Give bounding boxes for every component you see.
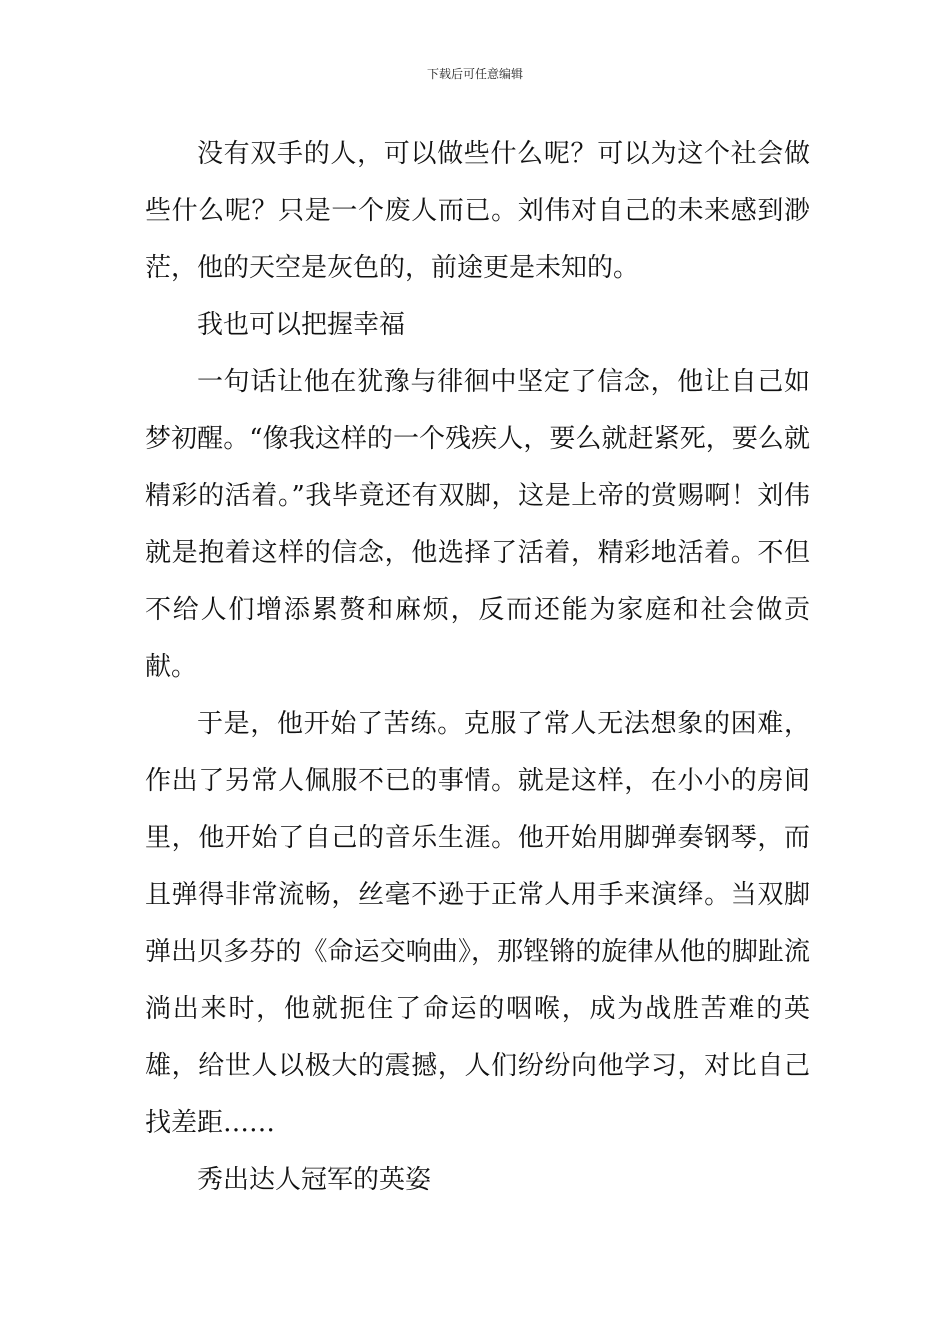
section-heading-champion: 秀出达人冠军的英姿 (197, 1165, 432, 1195)
paragraph-belief: 一句话让他在犹豫与徘徊中坚定了信念，他让自己如梦初醒。“像我这样的一个残疾人，要么就赶紧死，要么就精彩的活着。”我毕竟还有双脚，这是上帝的赏赐啊！刘伟就是抱着这样的信念，他选择了活着，精彩地活着。不但不给人们增添累赘和麻烦，反而还能为家庭和社会做贡献。 (145, 367, 810, 682)
section-heading-happiness: 我也可以把握幸福 (197, 310, 406, 340)
document-body (145, 126, 810, 1209)
paragraph-practice: 于是，他开始了苦练。克服了常人无法想象的困难，作出了另常人佩服不已的事情。就是这样，在小小的房间里，他开始了自己的音乐生涯。他开始用脚弹奏钢琴，而且弹得非常流畅，丝毫不逊于正常人用手来演绎。当双脚弹出贝多芬的《命运交响曲》，那铿锵的旋律从他的脚趾流淌出来时，他就扼住了命运的咽喉，成为战胜苦难的英雄，给世人以极大的震撼，人们纷纷向他学习，对比自己找差距…… (145, 709, 810, 1138)
paragraph-intro: 没有双手的人，可以做些什么呢？可以为这个社会做些什么呢？只是一个废人而已。刘伟对自己的未来感到渺茫，他的天空是灰色的，前途更是未知的。 (145, 139, 810, 283)
page-header: 下载后可任意编辑 (426, 67, 523, 81)
